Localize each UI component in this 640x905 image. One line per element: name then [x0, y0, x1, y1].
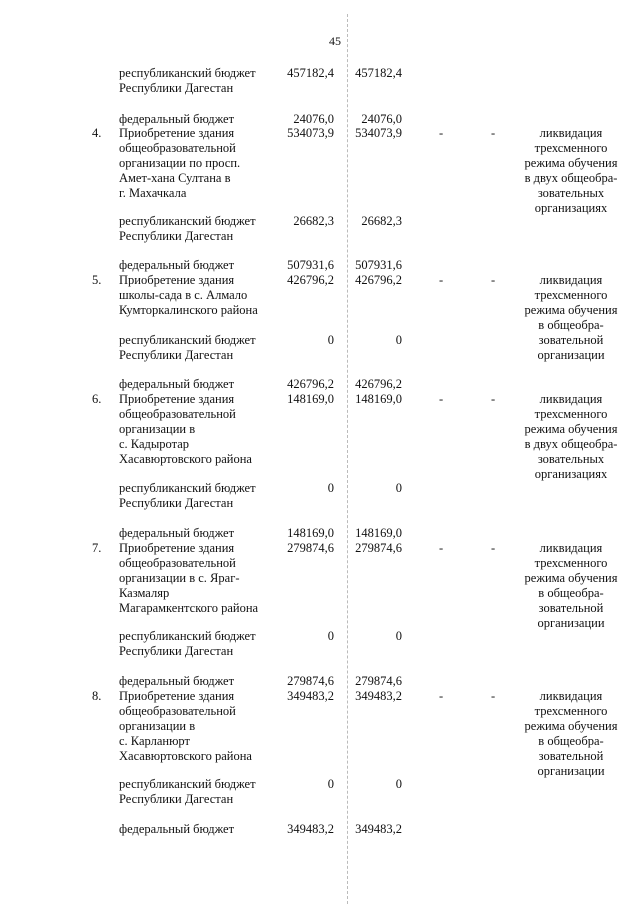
value-column-2: 0: [395, 629, 402, 643]
value-column-2: 534073,9: [355, 126, 402, 140]
value-column-1: 534073,9: [287, 126, 334, 140]
row-number: 8.: [92, 689, 102, 703]
value-column-1: 279874,6: [287, 541, 334, 555]
page-number: 45: [329, 34, 341, 48]
row-label: федеральный бюджет: [119, 112, 235, 126]
value-column-1: 426796,2: [287, 273, 334, 287]
value-column-1: 26682,3: [293, 214, 334, 228]
row-label: Приобретение здания общеобразовательной организации в с. Яраг- Казмаляр Магарамкентского района: [119, 541, 259, 615]
value-column-1: 279874,6: [287, 674, 334, 688]
row-label: республиканский бюджет Республики Дагестан: [119, 777, 256, 806]
row-label: республиканский бюджет Республики Дагестан: [119, 333, 256, 362]
row-label: республиканский бюджет Республики Дагестан: [119, 214, 256, 243]
row-number: 6.: [92, 392, 102, 406]
result-text: ликвидация трехсменного режима обучения в общеобра- зовательной организации: [524, 273, 618, 362]
column-separator: [347, 14, 348, 904]
value-column-2: 349483,2: [355, 822, 402, 836]
row-label: федеральный бюджет: [119, 822, 235, 836]
row-label: Приобретение здания общеобразовательной организации в с. Карланюрт Хасавюртовского района: [119, 689, 252, 763]
value-column-2: 24076,0: [361, 112, 402, 126]
row-label: республиканский бюджет Республики Дагестан: [119, 629, 256, 658]
dash-column-1: -: [439, 541, 444, 555]
value-column-1: 426796,2: [287, 377, 334, 391]
value-column-1: 24076,0: [293, 112, 334, 126]
value-column-2: 0: [395, 777, 402, 791]
dash-column-1: -: [439, 273, 444, 287]
row-number: 4.: [92, 126, 102, 140]
row-label: Приобретение здания школы-сада в с. Алмало Кумторкалинского района: [119, 273, 258, 317]
value-column-1: 148169,0: [287, 392, 334, 406]
value-column-1: 349483,2: [287, 822, 334, 836]
result-text: ликвидация трехсменного режима обучения в общеобра- зовательной организации: [524, 541, 618, 630]
value-column-2: 0: [395, 481, 402, 495]
value-column-2: 426796,2: [355, 377, 402, 391]
value-column-1: 0: [327, 481, 334, 495]
dash-column-2: -: [491, 392, 496, 406]
value-column-2: 426796,2: [355, 273, 402, 287]
value-column-2: 0: [395, 333, 402, 347]
value-column-2: 279874,6: [355, 674, 402, 688]
value-column-2: 457182,4: [355, 66, 402, 80]
row-number: 5.: [92, 273, 102, 287]
dash-column-2: -: [491, 541, 496, 555]
value-column-2: 507931,6: [355, 258, 402, 272]
value-column-1: 0: [327, 629, 334, 643]
dash-column-1: -: [439, 689, 444, 703]
value-column-2: 349483,2: [355, 689, 402, 703]
row-label: федеральный бюджет: [119, 258, 235, 272]
row-label: федеральный бюджет: [119, 674, 235, 688]
dash-column-1: -: [439, 126, 444, 140]
row-label: федеральный бюджет: [119, 377, 235, 391]
dash-column-2: -: [491, 126, 496, 140]
value-column-1: 457182,4: [287, 66, 334, 80]
row-label: федеральный бюджет: [119, 526, 235, 540]
value-column-1: 507931,6: [287, 258, 334, 272]
value-column-2: 279874,6: [355, 541, 402, 555]
row-number: 7.: [92, 541, 102, 555]
row-label: Приобретение здания общеобразовательной организации в с. Кадыротар Хасавюртовского района: [119, 392, 252, 466]
row-label: Приобретение здания общеобразовательной организации по просп. Амет-хана Султана в г. Махачкала: [119, 126, 241, 200]
value-column-1: 148169,0: [287, 526, 334, 540]
dash-column-2: -: [491, 689, 496, 703]
row-label: республиканский бюджет Республики Дагестан: [119, 66, 256, 95]
result-text: ликвидация трехсменного режима обучения в двух общеобра- зовательных организациях: [524, 392, 618, 481]
dash-column-1: -: [439, 392, 444, 406]
value-column-2: 148169,0: [355, 392, 402, 406]
result-text: ликвидация трехсменного режима обучения в двух общеобра- зовательных организациях: [524, 126, 618, 215]
row-label: республиканский бюджет Республики Дагестан: [119, 481, 256, 510]
value-column-2: 26682,3: [361, 214, 402, 228]
result-text: ликвидация трехсменного режима обучения в общеобра- зовательной организации: [524, 689, 618, 778]
value-column-1: 0: [327, 333, 334, 347]
value-column-1: 0: [327, 777, 334, 791]
dash-column-2: -: [491, 273, 496, 287]
value-column-2: 148169,0: [355, 526, 402, 540]
value-column-1: 349483,2: [287, 689, 334, 703]
